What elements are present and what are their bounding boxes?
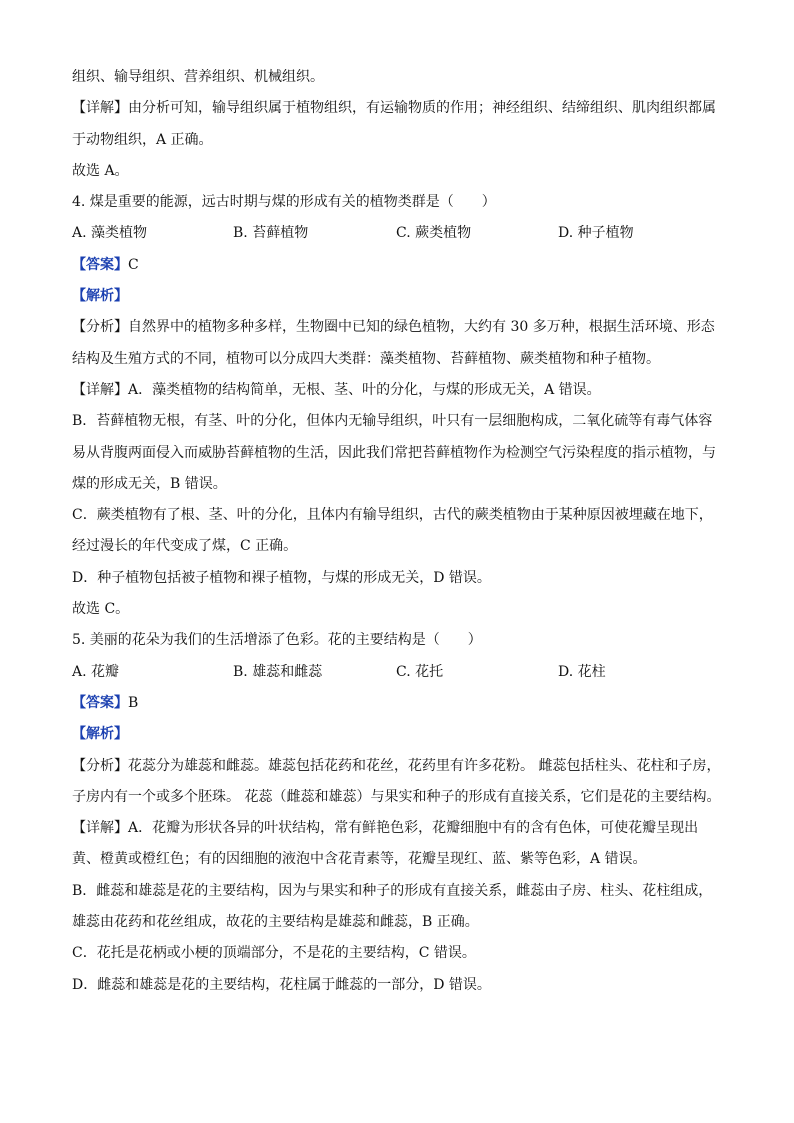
text-line: 组织、输导组织、营养组织、机械组织。	[72, 69, 324, 85]
question-5-detail-d: D．雌蕊和雄蕊是花的主要结构，花柱属于雌蕊的一部分，D 错误。	[72, 976, 491, 993]
answer-label: 【答案】	[72, 256, 128, 273]
question-4-detail-a: 【详解】A．藻类植物的结构简单，无根、茎、叶的分化，与煤的形成无关，A 错误。	[72, 381, 601, 398]
question-4-answer	[72, 250, 722, 281]
question-5-detail-c: C．花托是花柄或小梗的顶端部分，不是花的主要结构，C 错误。	[72, 945, 476, 962]
option-d: D. 种子植物	[558, 225, 634, 242]
question-4-detail-d: D．种子植物包括被子植物和裸子植物，与煤的形成无关，D 错误。	[72, 569, 491, 586]
question-5-analysis: 【分析】花蕊分为雄蕊和雌蕊。雄蕊包括花药和花丝，花药里有许多花粉。 雌蕊包括柱头、花柱和子房，子房内有一个或多个胚珠。 花蕊（雌蕊和雄蕊）与果实和种子的形成有直接关系，它们是花的主要结构。	[72, 757, 721, 805]
question-5-detail-b: B．雌蕊和雄蕊是花的主要结构，因为与果实和种子的形成有直接关系，雌蕊由子房、柱头、花柱组成，雄蕊由花药和花丝组成，故花的主要结构是雄蕊和雌蕊，B 正确。	[72, 882, 713, 931]
question-4-stem: 4. 煤是重要的能源，远古时期与煤的形成有关的植物类群是（ ）	[72, 194, 496, 211]
option-c: C. 蕨类植物	[396, 225, 472, 242]
explanation-paragraph: 【详解】由分析可知，输导组织属于植物组织，有运输物质的作用；神经组织、结缔组织、肌肉组织都属于动物组织，A 正确。	[72, 100, 716, 148]
document-page	[72, 62, 722, 1001]
question-5-answer	[72, 688, 722, 719]
conclusion-line: 故选 A。	[72, 162, 129, 179]
question-4-detail-b: B．苔藓植物无根，有茎、叶的分化，但体内无输导组织，叶只有一层细胞构成，二氧化硫等有毒气体容易从背腹两面侵入而威胁苔藓植物的生活，因此我们常把苔藓植物作为检测空气污染程度的指示植物，与煤的形成无关，B 错误。	[72, 413, 716, 492]
question-5-detail-a: 【详解】A．花瓣为形状各异的叶状结构，常有鲜艳色彩，花瓣细胞中有的含有色体，可使花瓣呈现出黄、橙黄或橙红色；有的因细胞的液泡中含花青素等，花瓣呈现红、蓝、紫等色彩，A 错误。	[72, 820, 699, 868]
question-4-analysis-label	[72, 281, 722, 312]
question-5-analysis-label	[72, 719, 722, 750]
question-4-conclusion: 故选 C。	[72, 601, 130, 618]
answer-value: C	[128, 256, 139, 273]
option-a: A. 花瓣	[72, 663, 120, 680]
question-5-options	[72, 657, 722, 688]
option-d: D. 花柱	[558, 663, 606, 680]
option-b: B. 苔藓植物	[233, 225, 309, 242]
question-5-stem: 5. 美丽的花朵为我们的生活增添了色彩。花的主要结构是（ ）	[72, 632, 482, 649]
question-4-options	[72, 218, 722, 249]
option-a: A. 藻类植物	[72, 225, 148, 242]
question-4-detail-c: C．蕨类植物有了根、茎、叶的分化，且体内有输导组织，古代的蕨类植物由于某种原因被埋藏在地下，经过漫长的年代变成了煤，C 正确。	[72, 507, 713, 555]
option-c: C. 花托	[396, 663, 444, 680]
analysis-label: 【解析】	[72, 288, 128, 305]
question-4-analysis: 【分析】自然界中的植物多种多样，生物圈中已知的绿色植物，大约有 30 多万种，根据生活环境、形态结构及生殖方式的不同，植物可以分成四大类群：藻类植物、苔藓植物、蕨类植物和种子植物。	[72, 319, 715, 367]
answer-value: B	[128, 694, 139, 711]
option-b: B. 雄蕊和雌蕊	[233, 663, 323, 680]
answer-label: 【答案】	[72, 694, 128, 711]
analysis-label: 【解析】	[72, 726, 128, 743]
